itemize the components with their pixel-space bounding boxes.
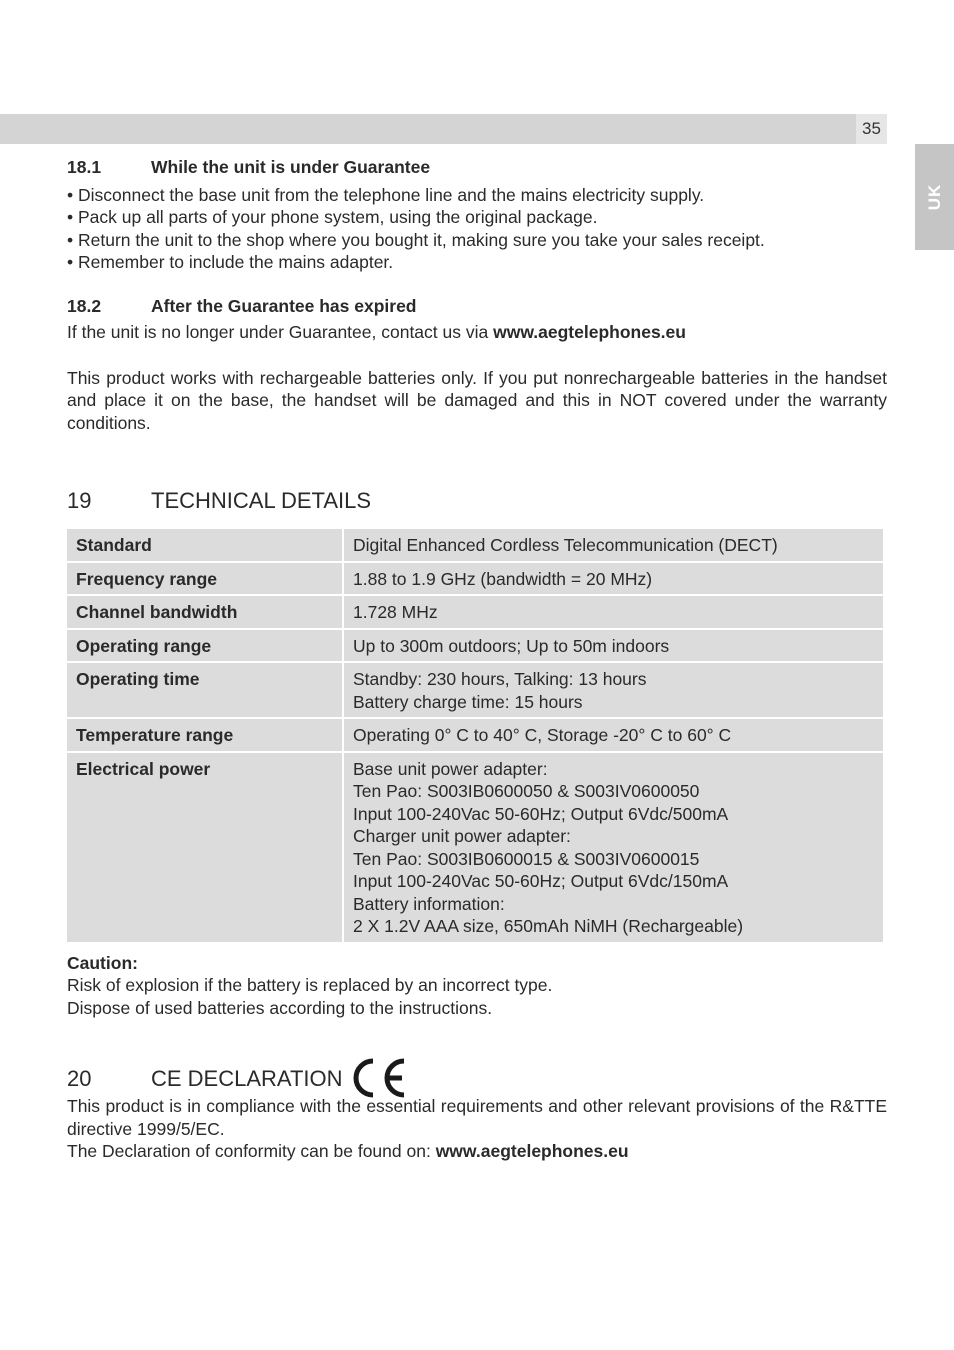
spec-value: 1.88 to 1.9 GHz (bandwidth = 20 MHz) — [344, 563, 883, 595]
website-link[interactable]: www.aegtelephones.eu — [435, 1141, 629, 1161]
table-row — [67, 529, 883, 561]
spec-label: Frequency range — [67, 563, 342, 595]
spec-value: 1.728 MHz — [344, 596, 883, 628]
caution-line: Risk of explosion if the battery is replaced by an incorrect type. — [67, 975, 553, 995]
section-18-2-heading — [67, 295, 887, 318]
header-bar — [0, 114, 856, 144]
compliance-paragraph: This product is in compliance with the essential requirements and other relevant provisions of the R&TTE directive 1999/5/EC. — [67, 1096, 887, 1139]
section-title: After the Guarantee has expired — [151, 295, 417, 316]
caution-title: Caution: — [67, 952, 138, 973]
spec-label: Operating time — [67, 663, 342, 717]
spec-label: Temperature range — [67, 719, 342, 751]
section-number: 18.2 — [67, 295, 102, 316]
guarantee-steps-list — [67, 184, 887, 274]
language-tab — [915, 144, 954, 250]
table-row — [67, 753, 883, 942]
spec-value: Standby: 230 hours, Talking: 13 hours Battery charge time: 15 hours — [344, 663, 883, 717]
contact-paragraph — [67, 321, 887, 344]
spec-value: Digital Enhanced Cordless Telecommunication (DECT) — [344, 529, 883, 561]
spec-label: Electrical power — [67, 753, 342, 942]
section-number: 20 — [67, 1066, 92, 1091]
list-item: • Remember to include the mains adapter. — [67, 252, 394, 272]
section-title: CE DECLARATION — [151, 1066, 343, 1091]
table-row — [67, 663, 883, 717]
website-link[interactable]: www.aegtelephones.eu — [493, 322, 686, 342]
language-tab-label: UK — [924, 183, 944, 211]
section-20-heading — [67, 1051, 887, 1093]
page-number: 35 — [856, 114, 887, 144]
section-title: While the unit is under Guarantee — [151, 157, 431, 177]
table-row — [67, 563, 883, 595]
table-row — [67, 630, 883, 662]
list-item: • Disconnect the base unit from the telephone line and the mains electricity supply. — [67, 184, 705, 205]
caution-block — [67, 952, 887, 1020]
page-content — [67, 156, 887, 1163]
section-19-heading — [67, 487, 887, 515]
conformity-text: The Declaration of conformity can be found on: — [67, 1141, 436, 1161]
battery-note: This product works with rechargeable batteries only. If you put nonrechargeable batteries in the handset and place it on the base, the handset will be damaged and this in NOT covered under the warranty conditions. — [67, 367, 887, 433]
list-item: • Pack up all parts of your phone system, using the original package. — [67, 207, 598, 227]
table-row — [67, 719, 883, 751]
spec-label: Channel bandwidth — [67, 596, 342, 628]
technical-details-table — [65, 527, 885, 944]
section-title: TECHNICAL DETAILS — [151, 488, 372, 513]
section-number: 19 — [67, 488, 92, 513]
spec-label: Operating range — [67, 630, 342, 662]
section-18-1-heading — [67, 156, 887, 179]
spec-label: Standard — [67, 529, 342, 561]
spec-value: Up to 300m outdoors; Up to 50m indoors — [344, 630, 883, 662]
contact-text: If the unit is no longer under Guarantee, contact us via — [67, 322, 494, 342]
section-number: 18.1 — [67, 157, 102, 177]
list-item: • Return the unit to the shop where you bought it, making sure you take your sales receipt. — [67, 229, 765, 250]
conformity-paragraph — [67, 1140, 887, 1163]
spec-value: Base unit power adapter: Ten Pao: S003IB0600050 & S003IV0600050 Input 100-240Vac 50-60Hz; Output 6Vdc/500mA Charger unit power adapter: Ten Pao: S003IB0600015 & S003IV0600015 Input 100-240Vac 50-60Hz; Output 6Vdc/150mA Battery information: 2 X 1.2V AAA size, 650mAh NiMH (Rechargeable) — [344, 753, 883, 942]
spec-value: Operating 0° C to 40° C, Storage -20° C to 60° C — [344, 719, 883, 751]
ce-mark-icon — [349, 1057, 407, 1099]
table-row — [67, 596, 883, 628]
caution-line: Dispose of used batteries according to the instructions. — [67, 997, 493, 1018]
